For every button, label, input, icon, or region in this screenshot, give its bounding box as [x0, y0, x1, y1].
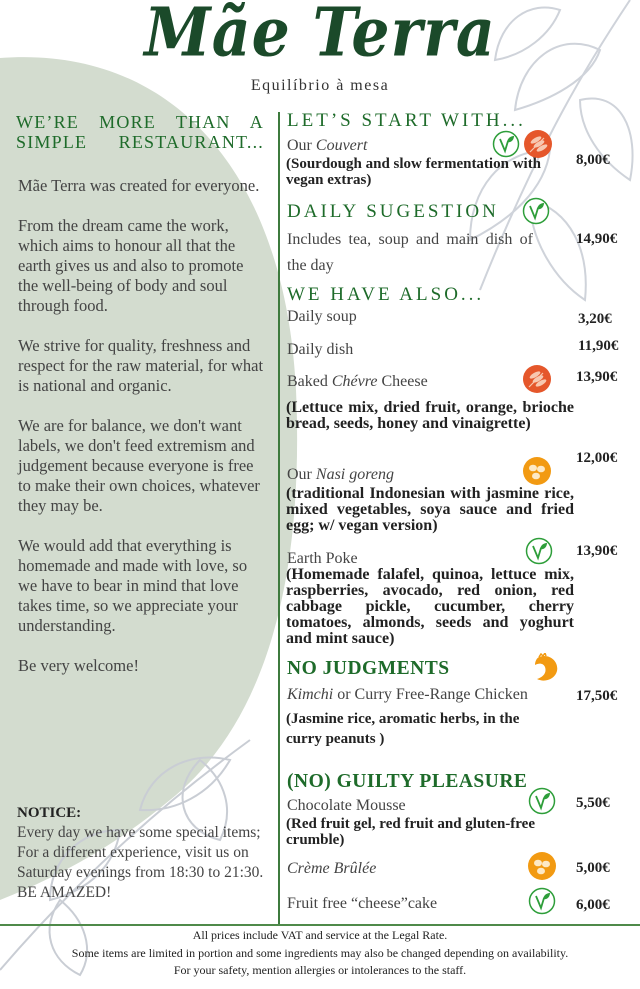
item-name: Cheese: [377, 373, 428, 390]
menu-item-chicken: [287, 686, 528, 704]
notice-line: For a different experience, visit us on Saturday evenings from 18:30 to 21:30. BE AMAZED!: [17, 844, 264, 901]
item-price: 13,90€: [576, 543, 618, 559]
item-name: Our: [287, 137, 316, 154]
item-price: 13,90€: [576, 369, 618, 385]
menu-item-couvert: [287, 137, 367, 155]
daily-description: Includes tea, soup and main dish of the day: [287, 231, 533, 274]
item-description: (Jasmine rice, aromatic herbs, in the curry peanuts ): [286, 711, 520, 747]
item-description: (Red fruit gel, red fruit and gluten-free crumble): [286, 816, 535, 848]
item-price: 6,00€: [576, 897, 610, 913]
item-name-italic: Chévre: [331, 373, 378, 390]
gluten-icon: [523, 365, 551, 393]
vegan-icon: [528, 787, 556, 815]
footer-divider: [0, 924, 640, 926]
vegan-icon: [528, 887, 556, 915]
section-heading-start: LET’S START WITH...: [287, 110, 526, 131]
about-paragraph: Be very welcome!: [18, 656, 139, 675]
item-price: 17,50€: [576, 688, 618, 704]
footer-line: For your safety, mention allergies or intolerances to the staff.: [173, 963, 467, 977]
about-heading: WE’RE MORE THAN A SIMPLE RESTAURANT...: [16, 112, 264, 152]
notice-title: NOTICE:: [17, 805, 82, 821]
menu-item-daily-dish: Daily dish: [287, 341, 354, 358]
menu-item-chevre: [287, 373, 428, 391]
menu-item-cheesecake: Fruit free “cheese”cake: [287, 895, 438, 912]
item-price: 11,90€: [578, 338, 619, 354]
footer-line: All prices include VAT and service at the Legal Rate.: [192, 928, 448, 942]
item-price: 12,00€: [576, 450, 618, 466]
item-description: (Sourdough and slow fermentation with vegan extras): [286, 156, 542, 188]
menu-item-nasi-goreng: [287, 466, 394, 484]
item-name: Baked: [287, 373, 332, 390]
item-name-italic: Couvert: [315, 137, 368, 154]
menu-item-earth-poke: Earth Poke: [287, 550, 358, 567]
egg-icon: [528, 852, 556, 880]
item-name-italic: Kimchi: [287, 686, 334, 703]
item-description: (Homemade falafel, quinoa, lettuce mix, raspberries, avocado, red onion, red cabbage pickle, cucumber, cherry tomatoes, almonds, seeds and yoghurt and mint sauce): [286, 566, 574, 647]
menu-item-creme-brulee: Crème Brûlée: [287, 860, 377, 877]
menu-item-daily-soup: Daily soup: [287, 308, 357, 325]
section-heading-also: WE HAVE ALSO...: [287, 284, 485, 305]
tagline: Equilíbrio à mesa: [250, 77, 390, 94]
about-text: [18, 176, 266, 696]
column-divider: [278, 112, 280, 925]
item-price: 5,00€: [576, 860, 610, 876]
about-paragraph: We would add that everything is homemade and made with love, so we have to bear in mind that love takes time, so we appreciate your understanding.: [18, 536, 248, 635]
item-price: 14,90€: [576, 231, 618, 247]
menu-item-chocolate-mousse: Chocolate Mousse: [287, 797, 406, 814]
about-paragraph: We are for balance, we don't want labels, we don't feed extremism and judgement because everyone is free to make their own choices, whatever they may be.: [18, 416, 260, 515]
about-paragraph: Mãe Terra was created for everyone.: [18, 176, 260, 195]
chicken-icon: [531, 653, 559, 681]
item-price: 3,20€: [578, 311, 612, 327]
about-paragraph: From the dream came the work, which aims to honour all that the earth gives us and also to promote the well-being of body and soul through food.: [18, 216, 244, 315]
section-heading-judgments: NO JUDGMENTS: [287, 658, 450, 679]
item-name-italic: Nasi goreng: [315, 466, 394, 483]
footer-line: Some items are limited in portion and some ingredients may also be changed depending on availability.: [71, 945, 569, 960]
vegan-icon: [492, 130, 520, 158]
notice-line: Every day we have some special items;: [17, 824, 261, 841]
vegan-icon: [525, 537, 553, 565]
restaurant-logo-title: Mãe Terra: [144, 0, 496, 73]
item-price: 5,50€: [576, 795, 610, 811]
vegan-icon: [522, 197, 550, 225]
section-heading-pleasure: (NO) GUILTY PLEASURE: [287, 771, 528, 792]
item-price: 8,00€: [576, 152, 610, 168]
gluten-icon: [524, 130, 552, 158]
section-heading-daily: DAILY SUGESTION: [287, 201, 499, 222]
footer-notes: [0, 927, 640, 980]
item-name: or Curry Free-Range Chicken: [333, 686, 528, 703]
egg-icon: [523, 457, 551, 485]
item-description: (Lettuce mix, dried fruit, orange, brioche bread, seeds, honey and vinaigrette): [286, 399, 574, 432]
notice: [17, 803, 273, 903]
about-paragraph: We strive for quality, freshness and respect for the raw material, for what is national and organic.: [18, 336, 264, 395]
item-description: (traditional Indonesian with jasmine rice, mixed vegetables, soya sauce and fried egg; w/ vegan version): [286, 485, 574, 534]
item-name: Our: [287, 466, 316, 483]
